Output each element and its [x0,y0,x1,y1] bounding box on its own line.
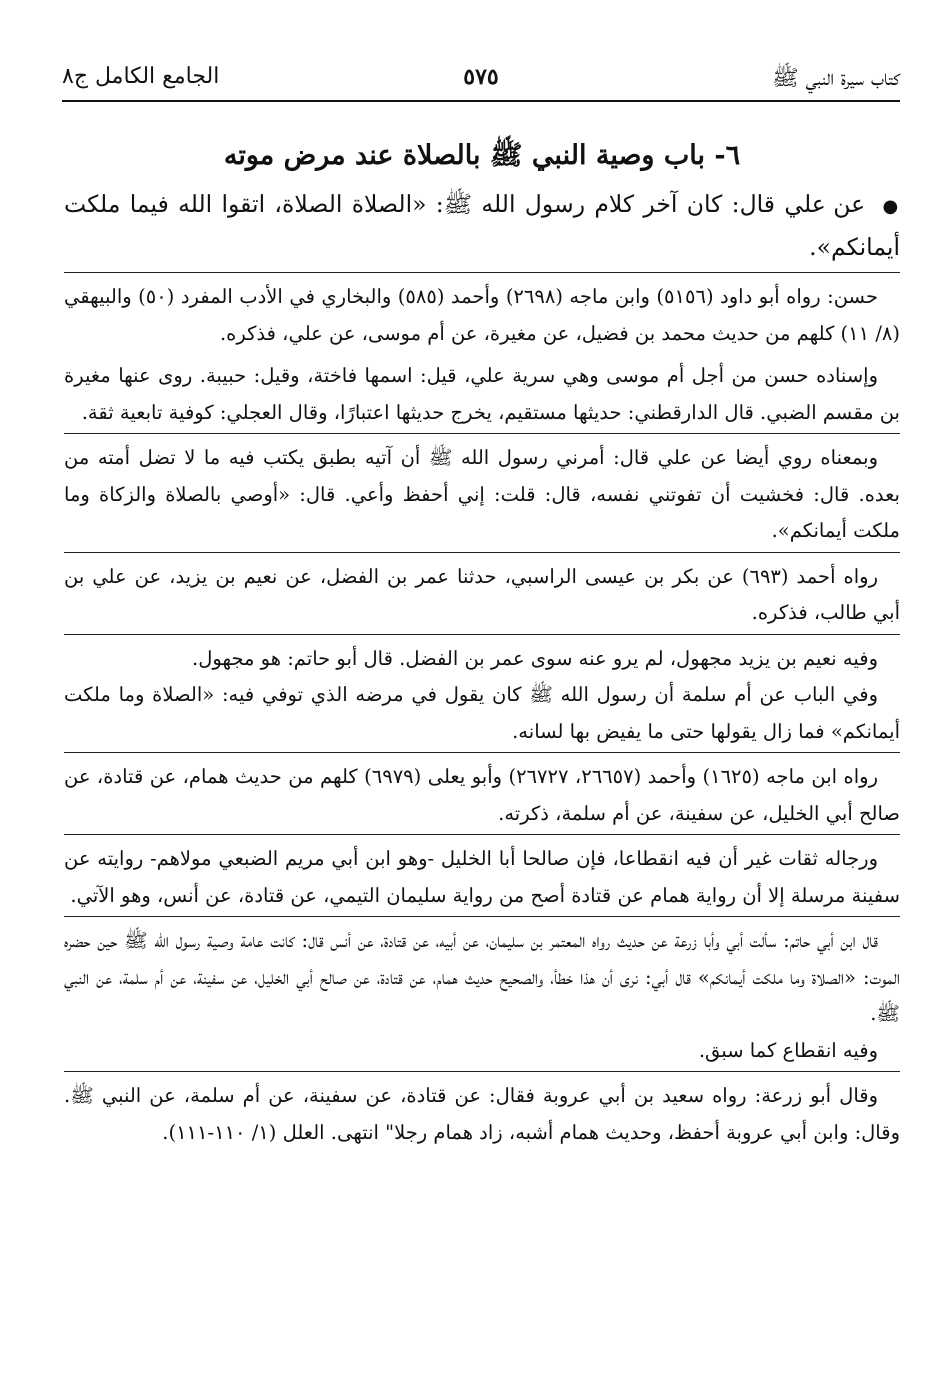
header-volume-title: الجامع الكامل ج٨ [62,64,220,89]
commentary-paragraph: وبمعناه روي أيضا عن علي قال: أمرني رسول الله ﷺ أن آتيه بطبق يكتب فيه ما لا تضل أمته من بعده. قال: فخشيت أن تفوتني نفسه، قال: قلت: إني أحفظ وأعي. قال: «أوصي بالصلاة والزكاة وما ملكت أيمانكم». [64,446,900,542]
section-divider [64,752,900,753]
commentary-paragraph: وإسناده حسن من أجل أم موسى وهي سرية علي، قيل: اسمها فاختة، وقيل: حبيبة. روى عنها مغيرة بن مقسم الضبي. قال الدارقطني: حديثها مستقيم، يخرج حديثها اعتبارًا، وقال العجلي: كوفية تابعية ثقة. [64,364,900,424]
section-divider [64,1071,900,1072]
bullet-icon: ● [882,196,900,217]
page-content [64,118,900,1151]
page-number: ٥٧٥ [463,64,499,90]
commentary-paragraph: حسن: رواه أبو داود (٥١٥٦) وابن ماجه (٢٦٩٨) وأحمد (٥٨٥) والبخاري في الأدب المفرد (٥٠) والبيهقي (٨/ ١١) كلهم من حديث محمد بن فضيل، عن مغيرة، عن أم موسى، عن علي، فذكره. [64,285,900,345]
commentary-paragraph: قال ابن أبي حاتم: سألت أبي وأبا زرعة عن حديث رواه المعتمر بن سليمان، عن أبيه، عن قتادة، عن أنس قال: كانت عامة وصية رسول الله ﷺ حين حضره الموت: «الصلاة وما ملكت أيمانكم» قال أبي: نرى أن هذا خطأ، والصحيح حديث همام، عن قتادة، عن صالح أبي الخليل، عن سفينة، عن أم سلمة، عن النبي ﷺ. [64,929,900,1025]
hadith-text: عن علي قال: كان آخر كلام رسول الله ﷺ: «الصلاة الصلاة، اتقوا الله فيما ملكت أيمانكم». [64,190,900,261]
section-divider [64,916,900,917]
section-divider [64,634,900,635]
commentary-paragraph: رواه ابن ماجه (١٦٢٥) وأحمد (٢٦٦٥٧، ٢٦٧٢٧) وأبو يعلى (٦٩٧٩) كلهم من حديث همام، عن قتادة، عن صالح أبي الخليل، عن سفينة، عن أم سلمة، ذكرته. [64,765,900,825]
commentary-paragraph: وفي الباب عن أم سلمة أن رسول الله ﷺ كان يقول في مرضه الذي توفي فيه: «الصلاة وما ملكت أيمانكم» فما زال يقولها حتى ما يفيض بها لسانه. [64,683,900,743]
section-divider [64,834,900,835]
section-divider [64,433,900,434]
commentary-paragraph: وفيه انقطاع كما سبق. [698,1038,878,1062]
chapter-title: ٦- باب وصية النبي ﷺ بالصلاة عند مرض موته [223,140,741,171]
commentary-paragraph: رواه أحمد (٦٩٣) عن بكر بن عيسى الراسبي، حدثنا عمر بن الفضل، عن نعيم بن يزيد، عن علي بن أبي طالب، فذكره. [64,564,900,624]
commentary-paragraph: ورجاله ثقات غير أن فيه انقطاعا، فإن صالحا أبا الخليل -وهو ابن أبي مريم الضبعي مولاهم- روايته عن سفينة مرسلة إلا أن رواية همام عن قتادة أصح من رواية سليمان التيمي، عن قتادة، عن أنس، وهو الآتي. [64,847,900,907]
header-divider [62,100,900,102]
section-divider [64,272,900,273]
header-book-title: كتاب سيرة النبي ﷺ [772,66,900,91]
commentary-paragraph: وفيه نعيم بن يزيد مجهول، لم يرو عنه سوى عمر بن الفضل. قال أبو حاتم: هو مجهول. [192,646,878,670]
section-divider [64,552,900,553]
commentary-paragraph: وقال أبو زرعة: رواه سعيد بن أبي عروبة فقال: عن قتادة، عن سفينة، عن أم سلمة، عن النبي ﷺ. وقال: وابن أبي عروبة أحفظ، وحديث همام أشبه، زاد همام رجلا" انتهى. العلل (١/ ١١٠-١١١). [64,1084,900,1144]
running-header [62,58,900,98]
hadith-text-block [64,184,900,268]
